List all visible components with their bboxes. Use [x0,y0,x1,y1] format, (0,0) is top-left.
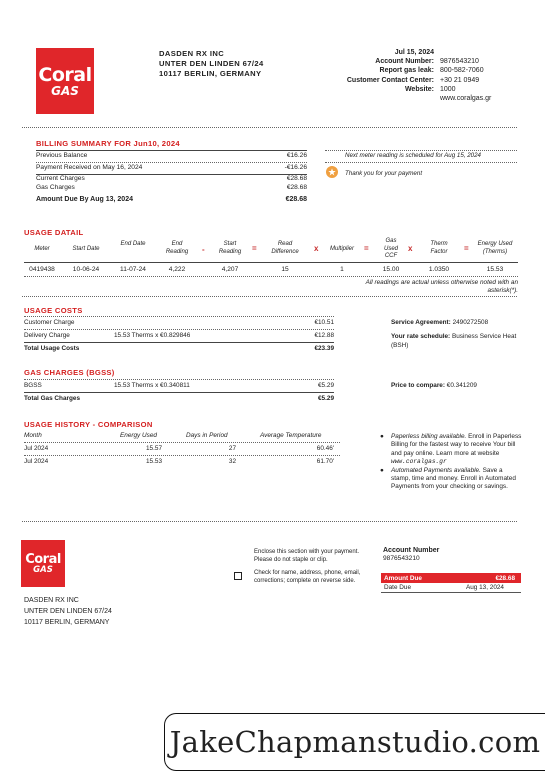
header-divider [22,127,517,128]
summary-label: Gas Charges [36,184,75,191]
enclose-line1: Enclose this section with your payment. [254,549,360,555]
website-value: 1000 [440,85,456,93]
summary-value: -€16.26 [284,164,307,171]
gas-charge-label: BGSS [24,382,42,389]
row-divider [24,379,334,380]
thank-you-icon [326,166,338,178]
logo-text-gas: GAS [33,564,53,575]
reading-note-top-rule [325,150,517,151]
readings-note [336,279,518,295]
cost-value: €10.51 [314,319,334,326]
website-url[interactable]: www.coralgas.gr [440,95,492,103]
stub-logo [21,540,65,587]
summary-value: €16.26 [286,152,307,159]
td-energy-used: 15.53 [486,266,504,273]
row-divider [24,316,334,317]
usage-header-rule [24,262,518,263]
th-temp: Average Temperature [260,432,322,439]
gas-charge-value: €5.29 [318,382,334,389]
promo-bullets [380,433,522,492]
autopay-lead: Automated Payments available. [391,466,481,474]
billing-summary-rule [36,150,307,151]
usage-row-rule [24,276,518,277]
th-end-reading: End Reading [165,241,189,255]
row-divider [24,392,334,393]
td-end-reading: 4,222 [168,266,186,273]
th-energy: Energy Used [120,432,157,439]
website-label: Website: [404,85,434,93]
stub-account-value: 9876543210 [383,555,420,562]
contact-center-label: Customer Contact Center: [346,76,434,84]
bill-date: Jul 15, 2024 [394,49,434,56]
stub-customer-name: DASDEN RX INC [24,597,79,604]
th-month: Month [24,432,42,439]
logo-text-coral: Coral [25,551,61,567]
td-meter: 0419438 [29,266,55,273]
billing-summary-table [36,152,307,212]
row-divider [36,162,307,163]
amount-due-value: €28.68 [285,196,307,203]
op-equals: = [252,244,257,253]
price-to-compare-label: Price to compare: [391,382,445,389]
stub-amount-due-label: Amount Due [384,574,422,582]
paperless-text: Enroll in Paperless Billing for the fastest way to receive Your bill and pay online. Learn more at website [391,433,522,457]
th-end-date: End Date [120,241,146,247]
op-times: x [408,244,413,253]
readings-note-line1: All readings are actual unless otherwise noted with an [365,279,518,286]
row-divider [24,455,340,456]
summary-row [36,184,307,192]
reading-note-bottom-rule [325,162,517,163]
total-usage-label: Total Usage Costs [24,345,80,352]
td-read-difference: 15 [281,266,289,273]
thank-you-text: Thank you for your payment [345,170,423,177]
th-start-reading: Start Reading [218,241,242,255]
rate-schedule-label: Your rate schedule: [391,333,451,340]
service-agreement-label: Service Agreement: [391,319,451,326]
th-days: Days in Period [186,432,228,439]
coral-gas-logo [36,48,94,114]
usage-costs-table [24,316,334,358]
autopay-text: Save a stamp, time and money. Enroll in Automated Payments from your checking or savings. [391,466,516,491]
td-start-reading: 4,207 [221,266,239,273]
usage-detail-table [24,238,524,298]
check-note [254,569,360,585]
summary-row [36,175,307,183]
cost-label: Customer Charge [24,319,75,326]
summary-row [36,164,307,172]
summary-label: Previous Balance [36,152,88,159]
row-divider [24,329,334,330]
watermark-banner: JakeChapmanstudio.com [164,713,545,771]
gas-charges-table [24,379,334,407]
stub-address-line2: 10117 BERLIN, GERMANY [24,619,110,626]
price-to-compare [391,382,477,389]
next-reading-note: Next meter reading is scheduled for Aug 15, 2024 [345,152,481,159]
stub-date-due-label: Date Due [384,584,411,591]
summary-value: €28.68 [286,175,307,182]
summary-value: €28.68 [286,184,307,191]
rate-schedule [391,333,523,350]
td-energy: 15.53 [146,458,162,465]
op-minus: - [202,245,205,254]
logo-text-gas: GAS [51,83,79,98]
amount-due-label: Amount Due By Aug 13, 2024 [36,196,133,203]
bullet-icon: ● [380,466,384,474]
check-line1: Check for name, address, phone, email, [254,570,361,576]
account-number-value: 9876543210 [440,58,479,66]
enclose-line2: Please do not staple or clip. [254,557,328,564]
service-agreement [391,319,488,326]
td-end-date: 11-07-24 [120,266,146,273]
paperless-url[interactable]: www.coralgas.gr [391,458,447,466]
usage-detail-title: USAGE DATAIL [24,228,84,237]
cost-label: Delivery Charge [24,332,70,339]
td-days: 32 [228,458,236,465]
op-times: x [314,244,319,253]
stub-account-label: Account Number [383,547,440,554]
usage-history-title: USAGE HISTORY - COMPARISON [24,420,153,429]
td-month: Jul 2024 [24,458,49,465]
address-line1: UNTER DEN LINDEN 67/24 [159,59,264,68]
stub-date-due-row [381,583,521,593]
promo-autopay [380,467,522,492]
th-energy-used: Energy Used (Therms) [477,241,513,255]
rate-schedule-value: Business Service Heat (BSH) [391,333,517,349]
usage-history-table [24,432,340,472]
contact-center-value: +30 21 0949 [440,76,480,84]
usage-costs-title: USAGE COSTS [24,306,83,315]
customer-address [159,49,264,79]
service-agreement-value: 2490272508 [452,319,489,326]
stub-amount-due-value: €28.68 [495,574,515,582]
bullet-icon: ● [380,433,384,440]
stub-amount-due-bar [381,573,521,583]
th-multiplier: Multiplier [329,246,354,252]
cost-detail: 15.53 Therms x €0.829846 [114,332,191,339]
promo-paperless [380,433,522,467]
check-line2: corrections; complete on reverse side. [254,578,356,585]
customer-name: DASDEN RX INC [159,49,225,58]
td-days: 27 [228,445,236,452]
section-divider [22,296,517,297]
th-meter: Meter [34,246,50,252]
tear-line [22,521,517,522]
account-info [330,48,530,103]
stub-address [24,595,112,628]
total-gas-value: €5.29 [318,395,334,402]
total-gas-label: Total Gas Charges [24,395,80,402]
readings-note-line2: asterisk(*). [487,287,518,294]
summary-row [36,152,307,160]
total-usage-value: €23.39 [314,345,334,352]
logo-text-coral: Coral [38,63,92,86]
summary-label: Current Charges [36,175,85,182]
stub-address-line1: UNTER DEN LINDEN 67/24 [24,608,112,615]
price-to-compare-value: €0.341209 [446,382,477,389]
stub-date-due-value: Aug 13, 2024 [465,584,504,591]
th-start-date: Start Date [72,246,100,252]
stub-account [383,547,439,562]
op-equals: = [464,244,469,253]
address-line2: 10117 BERLIN, GERMANY [159,69,262,78]
th-therm-factor: Therm Factor [430,241,448,255]
td-month: Jul 2024 [24,445,49,452]
cost-value: €12.88 [314,332,334,339]
th-gas-used: Gas Used CCF [383,238,398,259]
td-temp: 61.70' [316,458,334,465]
td-therm-factor: 1.0350 [428,266,450,273]
summary-label: Payment Received on May 16, 2024 [36,164,143,171]
th-read-difference: Read Difference [271,241,299,255]
op-equals: = [364,244,369,253]
td-temp: 60.46' [316,445,334,452]
account-number-label: Account Number: [375,58,434,66]
td-start-date: 10-06-24 [72,266,100,273]
gas-charge-detail: 15.53 Therms x €0.340811 [114,382,190,389]
amount-due-row [36,196,307,204]
row-divider [24,342,334,343]
gas-leak-label: Report gas leak: [379,67,434,75]
td-gas-used: 15.00 [382,266,400,273]
address-change-checkbox[interactable] [234,572,242,580]
gas-leak-value: 800-582-7060 [440,67,484,75]
enclose-note [254,548,359,564]
gas-charges-title: GAS CHARGES (BGSS) [24,368,115,377]
row-divider [24,442,340,443]
td-energy: 15.57 [146,445,162,452]
td-multiplier: 1 [340,266,344,273]
paperless-lead: Paperless billing available. [391,433,467,440]
billing-summary-title: BILLING SUMMARY FOR Jun10, 2024 [36,139,180,148]
